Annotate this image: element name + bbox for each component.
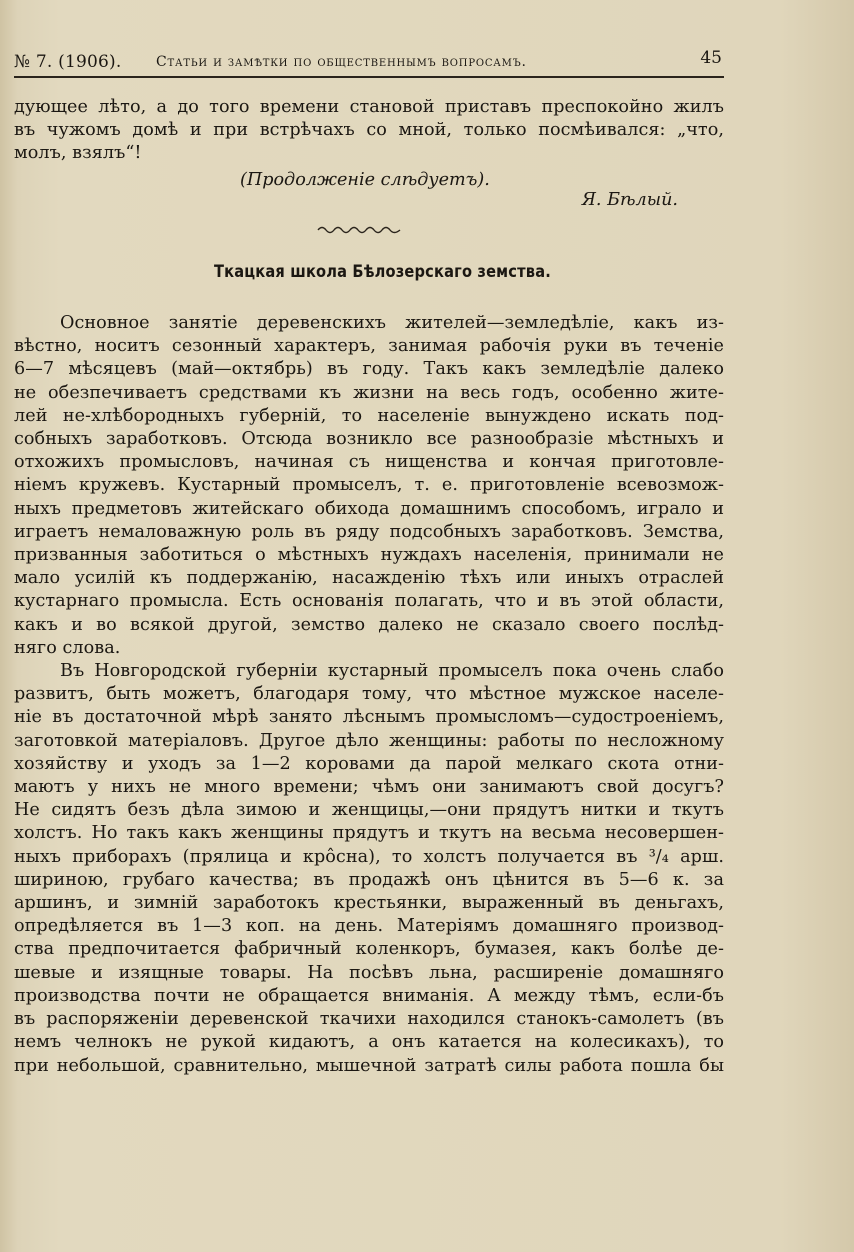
author-signature: Я. Бѣлый. <box>581 190 678 210</box>
text-line: собныхъ заработковъ. Отсюда возникло все разнообразіе мѣстныхъ и <box>14 429 724 450</box>
text-line: шириною, грубаго качества; въ продажѣ онъ цѣнится въ 5—6 к. за <box>14 869 724 890</box>
text-line: ныхъ предметовъ житейскаго обихода домашнимъ способомъ, играло и <box>14 498 724 519</box>
text-line: призванныя заботиться о мѣстныхъ нуждахъ населенія, принимали не <box>14 545 724 566</box>
text-line: играетъ немаловажную роль въ ряду подсобныхъ заработковъ. Земства, <box>14 521 724 542</box>
text-line: холстъ. Но такъ какъ женщины прядутъ и ткутъ на весьма несовершен- <box>14 823 724 844</box>
text-line: Основное занятіе деревенскихъ жителей—земледѣліе, какъ из- <box>60 313 724 333</box>
text-line: шевые и изящные товары. На посѣвъ льна, расширеніе домашняго <box>14 962 724 983</box>
text-line: Въ Новгородской губерніи кустарный промыселъ пока очень слабо <box>60 661 724 682</box>
text-line: отхожихъ промысловъ, начиная съ нищенства и кончая приготовле- <box>14 452 724 473</box>
text-line: какъ и во всякой другой, земство далеко не сказало своего послѣд- <box>14 614 724 635</box>
text-line: мало усилій къ поддержанію, насажденію тѣхъ или иныхъ отраслей <box>14 568 724 589</box>
page-number: 45 <box>700 48 722 68</box>
text-line: ніе въ достаточной мѣрѣ занято лѣснымъ промысломъ—судостроеніемъ, <box>14 707 724 728</box>
text-line: лей не-хлѣбородныхъ губерній, то населеніе вынуждено искать под- <box>14 405 724 426</box>
text-line: 6—7 мѣсяцевъ (май—октябрь) въ году. Такъ какъ земледѣліе далеко <box>14 359 724 380</box>
text-line: при небольшой, сравнительно, мышечной затратѣ силы работа пошла бы <box>14 1055 724 1076</box>
text-line: въ чужомъ домѣ и при встрѣчахъ со мной, только посмѣивался: „что, <box>14 120 724 141</box>
section-heading: Статьи и замѣтки по общественнымъ вопросамъ. <box>156 54 527 70</box>
text-line: въ распоряженіи деревенской ткачихи находился станокъ-самолетъ (въ <box>14 1009 724 1030</box>
text-line: няго слова. <box>14 637 121 658</box>
text-line: ства предпочитается фабричный коленкоръ, бумазея, какъ болѣе де- <box>14 939 724 960</box>
text-line: опредѣляется въ 1—3 коп. на день. Матеріямъ домашняго производ- <box>14 916 724 937</box>
article-title: Ткацкая школа Бѣлозерскаго земства. <box>214 262 551 282</box>
text-line: заготовкой матеріаловъ. Другое дѣло женщины: работы по несложному <box>14 730 724 751</box>
text-line: ныхъ приборахъ (прялица и крôсна), то холстъ получается въ ³/₄ арш. <box>14 846 724 867</box>
article-body <box>14 312 724 1078</box>
text-line: немъ челнокъ не рукой кидаютъ, а онъ катается на колесикахъ), то <box>14 1032 724 1053</box>
text-line: аршинъ, и зимній заработокъ крестьянки, выраженный въ деньгахъ, <box>14 893 724 914</box>
text-line: дующее лѣто, а до того времени становой приставъ преспокойно жилъ <box>14 97 724 117</box>
text-line: вѣстно, носитъ сезонный характеръ, занимая рабочія руки въ теченіе <box>14 336 724 357</box>
text-line: хозяйству и уходъ за 1—2 коровами да парой мелкаго скота отни- <box>14 753 724 774</box>
text-line: молъ, взялъ“! <box>14 143 142 164</box>
text-line: производства почти не обращается вниманія. А между тѣмъ, если-бъ <box>14 985 724 1006</box>
text-line: кустарнаго промысла. Есть основанія полагать, что и въ этой области, <box>14 591 724 612</box>
text-line: ніемъ кружевъ. Кустарный промыселъ, т. е. приготовленіе всевозмож- <box>14 475 724 496</box>
issue-number: № 7. (1906). <box>14 52 122 72</box>
text-line: маютъ у нихъ не много времени; чѣмъ они занимаютъ свой досугъ? <box>14 777 724 798</box>
text-line: не обезпечиваетъ средствами къ жизни на весь годъ, особенно жите- <box>14 382 724 403</box>
divider-ornament-icon <box>316 222 402 236</box>
running-header <box>14 46 724 78</box>
continuation-note: (Продолженіе слѣдуетъ). <box>240 170 490 190</box>
continued-text <box>14 96 724 166</box>
text-line: Не сидятъ безъ дѣла зимою и женщицы,—они прядутъ нитки и ткутъ <box>14 800 724 821</box>
text-line: развитъ, быть можетъ, благодаря тому, что мѣстное мужское населе- <box>14 684 724 705</box>
